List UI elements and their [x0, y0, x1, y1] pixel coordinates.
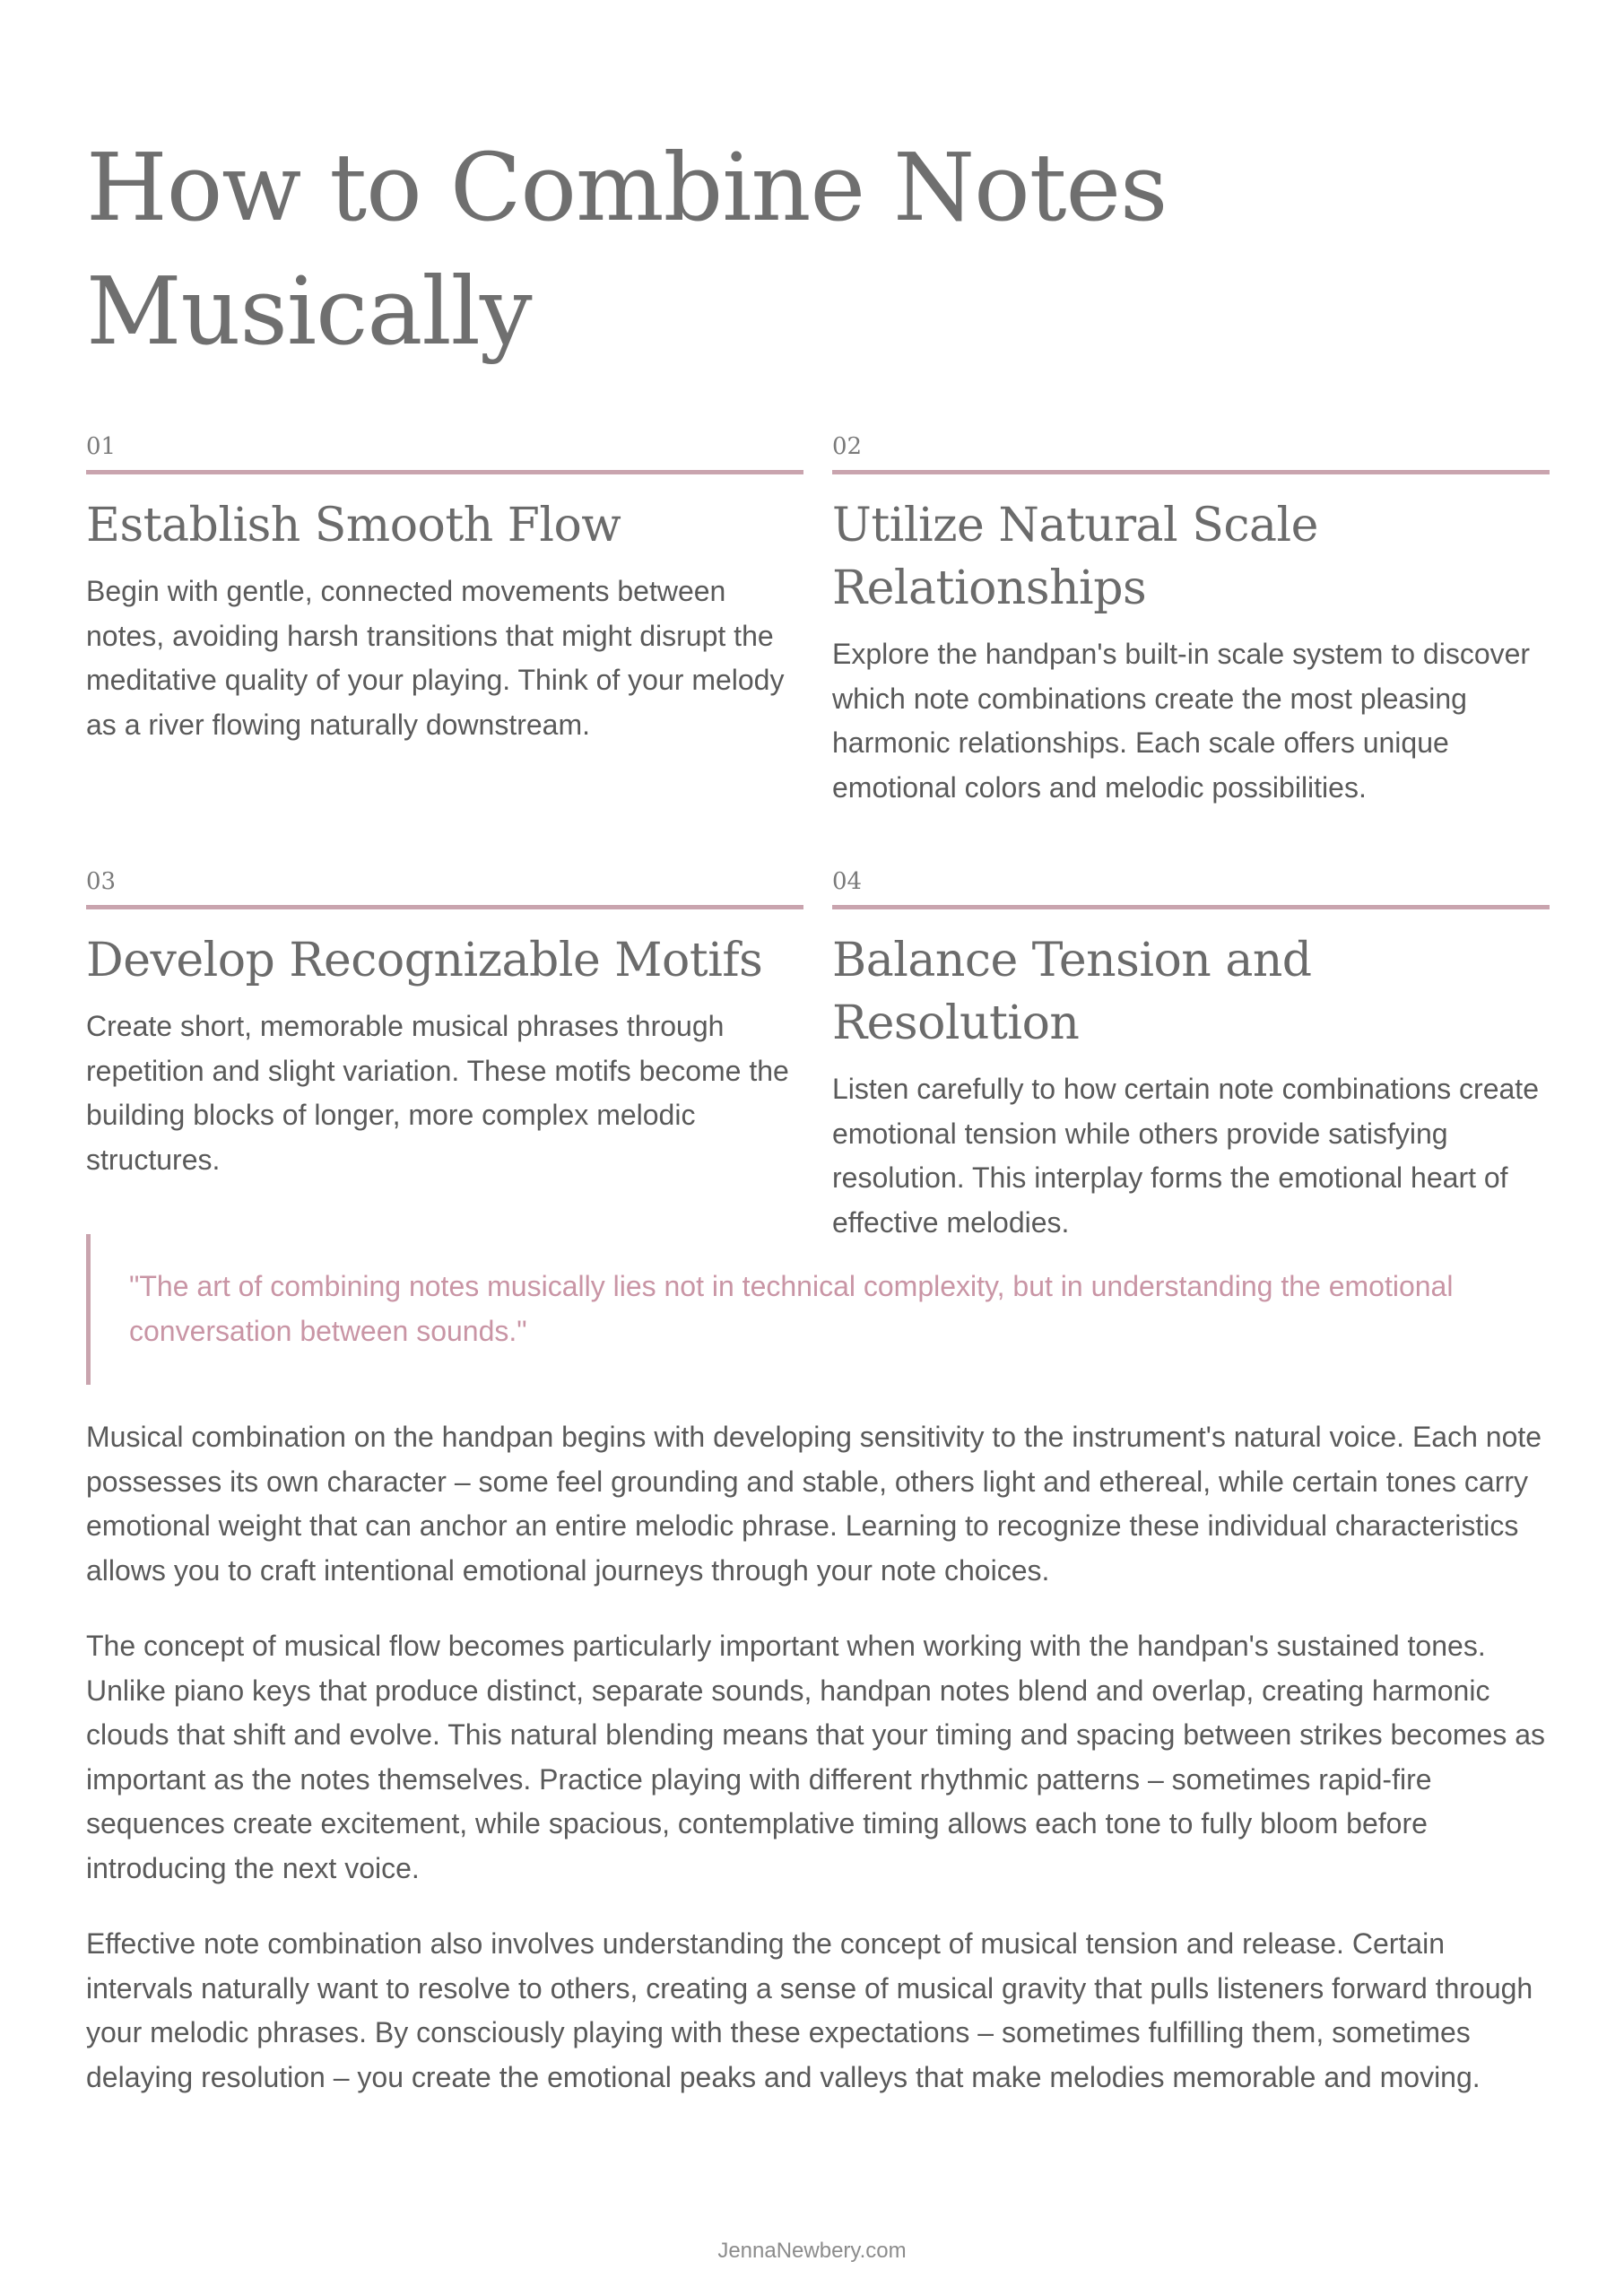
- paragraph-3: Effective note combination also involves understanding the concept of musical tension and release. Certain intervals naturally want to resolve to others, creating a sense of musical gravity that pulls listeners forward through your melodic phrases. By consciously playing with these expectations – sometimes fulfilling them, sometimes delaying resolution – you create the emotional peaks and valleys that make melodies memorable and moving.: [86, 1927, 1533, 2093]
- footer-site-link[interactable]: JennaNewbery.com: [717, 2239, 907, 2263]
- step-body: Listen carefully to how certain note combinations create emotional tension while others provide satisfying resolution. This interplay forms the emotional heart of effective melodies.: [832, 1073, 1539, 1239]
- step-body: Create short, memorable musical phrases through repetition and slight variation. These motifs become the building blocks of longer, more complex melodic structures.: [86, 1010, 789, 1176]
- paragraph-1: Musical combination on the handpan begins with developing sensitivity to the instrument's natural voice. Each note possesses its own character – some feel grounding and stable, others light and ethereal, while certain tones carry emotional weight that can anchor an entire melodic phrase. Learning to recognize these individual characteristics allows you to craft intentional emotional journeys through your note choices.: [86, 1421, 1542, 1587]
- step-number: 03: [86, 868, 117, 895]
- step-card-3: [86, 864, 803, 1182]
- step-card-1: [86, 429, 803, 747]
- step-heading: Establish Smooth Flow: [86, 499, 621, 552]
- step-heading: Balance Tension and Resolution: [832, 934, 1312, 1050]
- step-card-2: [832, 429, 1550, 810]
- step-divider: [86, 470, 803, 474]
- step-number: 01: [86, 433, 117, 460]
- step-heading: Develop Recognizable Motifs: [86, 934, 763, 987]
- step-heading: Utilize Natural Scale Relationships: [832, 499, 1318, 615]
- paragraph-2: The concept of musical flow becomes particularly important when working with the handpan's sustained tones. Unlike piano keys that produce distinct, separate sounds, handpan notes blend and overlap, creating harmonic clouds that shift and evolve. This natural blending means that your timing and spacing between strikes becomes as important as the notes themselves. Practice playing with different rhythmic patterns – sometimes rapid-fire sequences create excitement, while spacious, contemplative timing allows each tone to fully bloom before introducing the next voice.: [86, 1630, 1545, 1884]
- step-divider: [832, 470, 1550, 474]
- step-body: Begin with gentle, connected movements between notes, avoiding harsh transitions that might disrupt the meditative quality of your playing. Think of your melody as a river flowing naturally downstream.: [86, 575, 785, 741]
- step-divider: [832, 905, 1550, 909]
- step-number: 02: [832, 433, 863, 460]
- page-title: How to Combine Notes Musically: [86, 133, 1168, 366]
- step-card-4: [832, 864, 1550, 1245]
- step-divider: [86, 905, 803, 909]
- step-number: 04: [832, 868, 863, 895]
- body-text: [86, 1415, 1557, 2131]
- pull-quote: "The art of combining notes musically lies not in technical complexity, but in understanding the emotional conversation between sounds.": [86, 1234, 1550, 1385]
- step-body: Explore the handpan's built-in scale system to discover which note combinations create the most pleasing harmonic relationships. Each scale offers unique emotional colors and melodic possibilities.: [832, 638, 1531, 804]
